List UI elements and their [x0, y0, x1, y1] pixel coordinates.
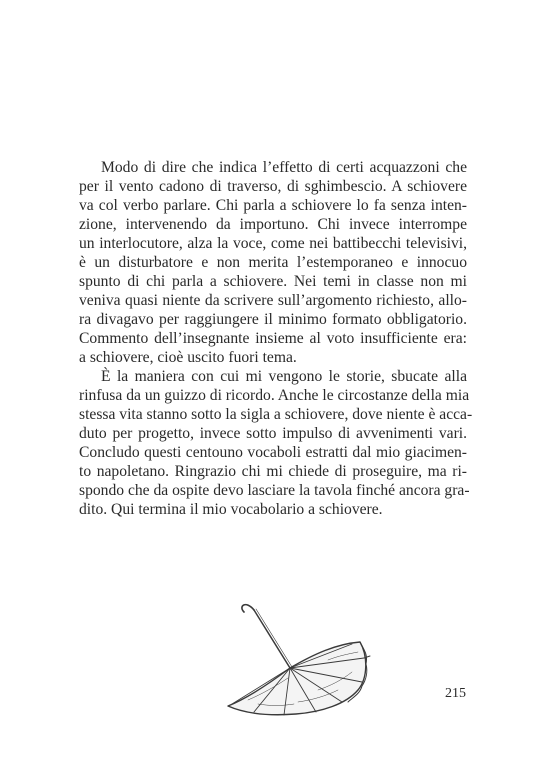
- text-line: duto per progetto, invece sotto impulso di avvenimenti vari.: [79, 425, 467, 442]
- text-line: Concludo questi centouno vocaboli estratti dal mio giacimen-: [79, 444, 467, 461]
- text-line: a schiovere, cioè uscito fuori tema.: [79, 349, 297, 366]
- text-line: va col verbo parlare. Chi parla a schiovere lo fa senza inten-: [79, 197, 467, 214]
- paragraph-2: [79, 367, 473, 519]
- text-line: per il vento cadono di traverso, di sghimbescio. A schiovere: [79, 178, 467, 195]
- text-line: un interlocutore, alza la voce, come nei battibecchi televisivi,: [79, 235, 467, 252]
- text-line: dito. Qui termina il mio vocabolario a schiovere.: [79, 501, 383, 518]
- body-text: [79, 158, 473, 519]
- text-line: spondo che da ospite devo lasciare la tavola finché ancora gra-: [79, 482, 470, 499]
- text-line: spunto di chi parla a schiovere. Nei temi in classe non mi: [79, 273, 467, 290]
- text-line: È la maniera con cui mi vengono le storie, sbucate alla: [101, 368, 467, 385]
- text-line: Commento dell’insegnante insieme al voto insufficiente era:: [79, 330, 467, 347]
- text-line: zione, intervenendo da importuno. Chi invece interrompe: [79, 216, 467, 233]
- page-number: 215: [445, 686, 466, 701]
- umbrella-illustration: [218, 594, 378, 724]
- text-line: to napoletano. Ringrazio chi mi chiede di proseguire, ma ri-: [79, 463, 467, 480]
- text-line: ra divagavo per raggiungere il minimo formato obbligatorio.: [79, 311, 467, 328]
- text-line: rinfusa da un guizzo di ricordo. Anche le circostanze della mia: [79, 387, 470, 404]
- paragraph-1: [79, 158, 467, 367]
- text-line: stessa vita stanno sotto la sigla a schiovere, dove niente è acca-: [79, 406, 473, 423]
- text-line: Modo di dire che indica l’effetto di certi acquazzoni che: [101, 159, 467, 176]
- text-line: veniva quasi niente da scrivere sull’argomento richiesto, allo-: [79, 292, 467, 309]
- text-line: è un disturbatore e non merita l’estemporaneo e innocuo: [79, 254, 467, 271]
